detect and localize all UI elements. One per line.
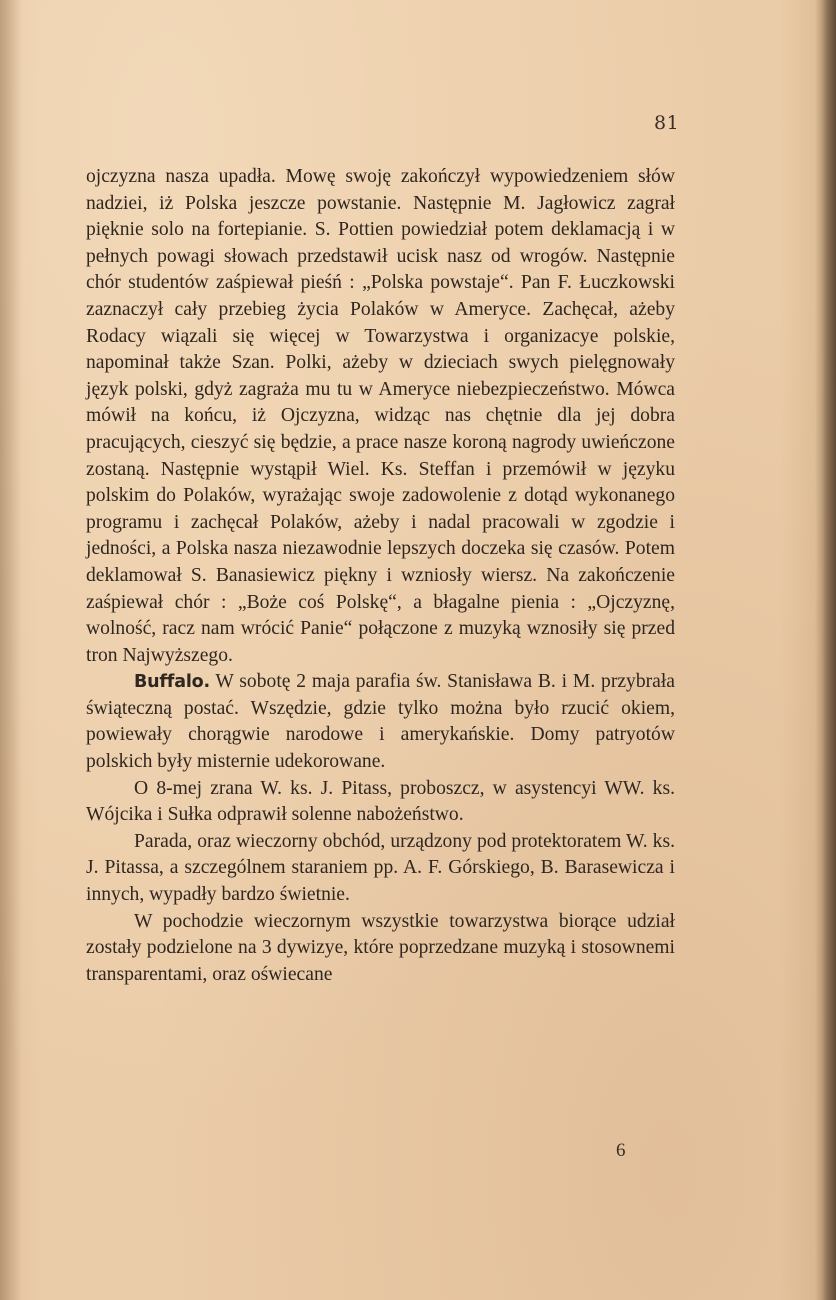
paragraph-continuation: ojczyzna nasza upadła. Mowę swoję zakończył wypowiedzeniem słów nadziei, iż Polska jeszcze powstanie. Następnie M. Jagłowicz zagrał pięknie solo na fortepianie. S. Pottien powiedział potem deklamacją i w pełnych powagi słowach przedstawił ucisk nasz od wrogów. Następnie chór studentów zaśpiewał pieśń : „Polska powstaje“. Pan F. Łuczkowski zaznaczył cały przebieg życia Polaków w Ameryce. Zachęcał, ażeby Rodacy wiązali się więcej w Towarzystwa i organizacye polskie, napominał także Szan. Polki, ażeby w dzieciach swych pielęgnowały język polski, gdyż zagraża mu tu w Ameryce niebezpieczeństwo. Mówca mówił na końcu, iż Ojczyzna, widząc nas chętnie dla jej dobra pracujących, cieszyć się będzie, a prace nasze koroną nagrody uwieńczone zostaną. Następnie wystąpił Wiel. Ks. Steffan i przemówił w języku polskim do Polaków, wyrażając swoje zadowolenie z dotąd wykonanego programu i zachęcał Polaków, ażeby i nadal pracowali w zgodzie i jedności, a Polska nasza niezawodnie lepszych doczeka się czasów. Potem deklamował S. Banasiewicz piękny i wzniosły wiersz. Na zakończenie zaśpiewał chór : „Boże coś Polskę“, a błagalne pienia : „Ojczyznę, wolność, racz nam wrócić Panie“ połączone z muzyką wznosiły się przed tron Najwyższego. bbox=[86, 166, 675, 666]
page-spine-shadow bbox=[0, 0, 22, 1300]
page-edge-shadow bbox=[822, 0, 836, 1300]
signature-mark: 6 bbox=[616, 1140, 626, 1161]
paragraph-buffalo-text: W sobotę 2 maja parafia św. Stanisława B. i M. przybrała świąteczną postać. Wszędzie, gdzie tylko można było rzucić okiem, powiewały chorągwie narodowe i amerykańskie. Domy patryotów polskich były misternie udekorowane. bbox=[86, 671, 675, 773]
paragraph-buffalo bbox=[86, 669, 675, 775]
city-heading-buffalo: Buffalo. bbox=[134, 672, 210, 693]
page-number: 81 bbox=[654, 112, 680, 134]
paragraph-parade: Parada, oraz wieczorny obchód, urządzony pod protektoratem W. ks. J. Pitassa, a szczególnem staraniem pp. A. F. Górskiego, B. Barasewicza i innych, wypadły bardzo świetnie. bbox=[86, 830, 675, 906]
paragraph-mass: O 8-mej zrana W. ks. J. Pitass, proboszcz, w asystencyi WW. ks. Wójcika i Sułka odprawił solenne nabożeństwo. bbox=[86, 777, 675, 826]
paragraph-procession: W pochodzie wieczornym wszystkie towarzystwa biorące udział zostały podzielone na 3 dywizye, które poprzedzane muzyką i stosownemi transparentami, oraz oświecane bbox=[86, 910, 675, 985]
body-text bbox=[86, 164, 675, 988]
